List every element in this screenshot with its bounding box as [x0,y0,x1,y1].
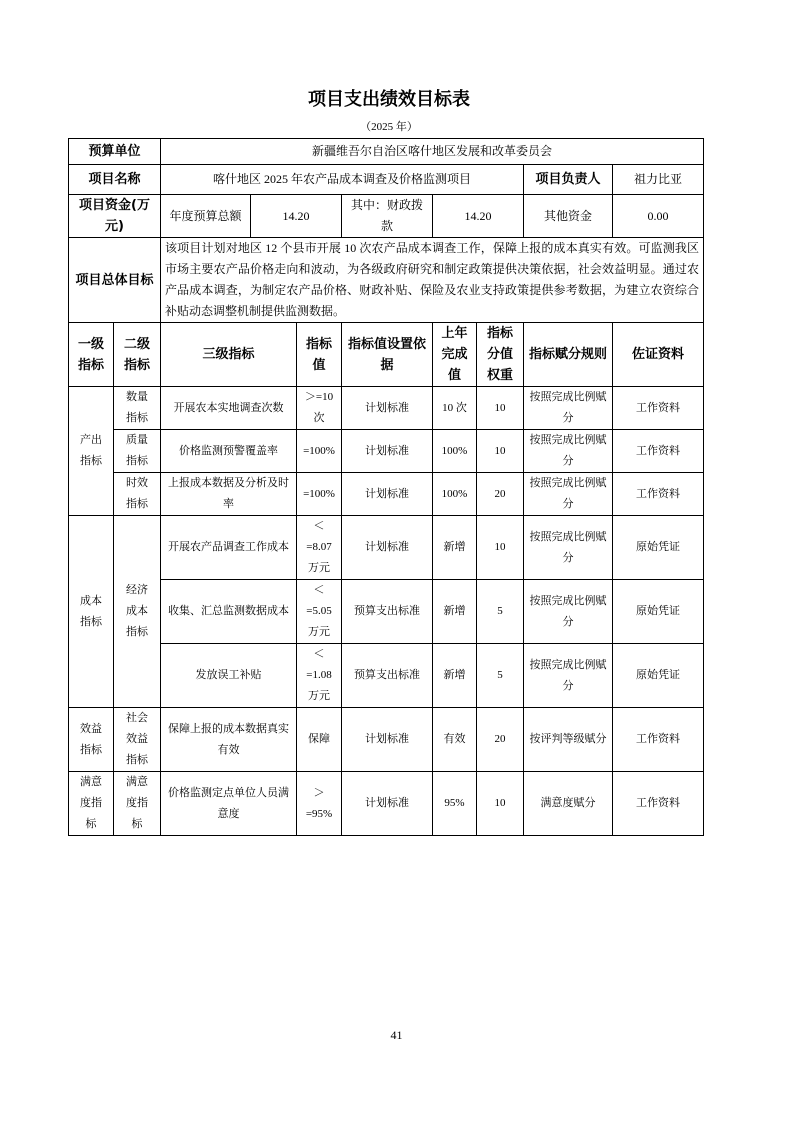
prev-value-cell: 95% [433,772,477,836]
level3-cell: 保障上报的成本数据真实有效 [161,708,297,772]
annual-total-value: 14.20 [251,195,342,238]
basis-cell: 计划标准 [342,430,433,473]
weight-cell: 5 [477,580,524,644]
weight-cell: 5 [477,644,524,708]
page-number: 41 [390,1028,403,1042]
evidence-cell: 原始凭证 [613,516,704,580]
table-row [69,580,704,644]
indicator-value-cell: ＞=10次 [297,387,342,430]
rule-cell: 按照完成比例赋分 [524,387,613,430]
header-level1: 一级指标 [69,323,114,387]
indicator-value-cell: 保障 [297,708,342,772]
level1-cell: 产出指标 [69,387,114,516]
fiscal-funds-value: 14.20 [433,195,524,238]
basis-cell: 计划标准 [342,516,433,580]
evidence-cell: 工作资料 [613,473,704,516]
evidence-cell: 工作资料 [613,430,704,473]
basis-cell: 预算支出标准 [342,580,433,644]
rule-cell: 按照完成比例赋分 [524,430,613,473]
rule-cell: 按照完成比例赋分 [524,473,613,516]
evidence-cell: 原始凭证 [613,644,704,708]
level3-cell: 收集、汇总监测数据成本 [161,580,297,644]
annual-total-label: 年度预算总额 [161,195,251,238]
project-leader-value: 祖力比亚 [613,165,704,195]
level2-cell: 质量指标 [114,430,161,473]
overall-goal-text: 该项目计划对地区 12 个县市开展 10 次农产品成本调查工作，保障上报的成本真实有效。可监测我区市场主要农产品价格走向和波动，为各级政府研究和制定政策提供决策依据，社会效益明显。通过农产品成本调查，为制定农产品价格、财政补贴、保险及农业支持政策提供参考数据，为建立农资综合补贴动态调整机制提供监测数据。 [161,238,704,323]
budget-unit-row [69,139,704,165]
basis-cell: 计划标准 [342,772,433,836]
prev-value-cell: 100% [433,430,477,473]
rule-cell: 按照完成比例赋分 [524,580,613,644]
level3-cell: 上报成本数据及分析及时率 [161,473,297,516]
indicator-value-cell: =100% [297,473,342,516]
weight-cell: 10 [477,516,524,580]
evidence-cell: 工作资料 [613,772,704,836]
other-funds-value: 0.00 [613,195,704,238]
indicator-header-row [69,323,704,387]
level3-cell: 价格监测定点单位人员满意度 [161,772,297,836]
page-title: 项目支出绩效目标表 [308,89,470,110]
indicator-value-cell: =100% [297,430,342,473]
project-name-row [69,165,704,195]
weight-cell: 20 [477,473,524,516]
evidence-cell: 工作资料 [613,708,704,772]
header-level2: 二级指标 [114,323,161,387]
fiscal-funds-label: 其中：财政拨款 [342,195,433,238]
rule-cell: 按评判等级赋分 [524,708,613,772]
table-row [69,516,704,580]
level2-cell: 经济成本指标 [114,516,161,708]
weight-cell: 10 [477,387,524,430]
project-name-value: 喀什地区 2025 年农产品成本调查及价格监测项目 [161,165,524,195]
prev-value-cell: 新增 [433,516,477,580]
evidence-cell: 原始凭证 [613,580,704,644]
level2-cell: 数量指标 [114,387,161,430]
header-prev: 上年完成值 [433,323,477,387]
project-funds-row [69,195,704,238]
rule-cell: 按照完成比例赋分 [524,516,613,580]
level1-cell: 满意度指标 [69,772,114,836]
prev-value-cell: 100% [433,473,477,516]
weight-cell: 10 [477,772,524,836]
rule-cell: 满意度赋分 [524,772,613,836]
project-name-label: 项目名称 [69,165,161,195]
prev-value-cell: 10 次 [433,387,477,430]
rule-cell: 按照完成比例赋分 [524,644,613,708]
indicator-value-cell: ＜=8.07万元 [297,516,342,580]
level1-cell: 成本指标 [69,516,114,708]
level3-cell: 价格监测预警覆盖率 [161,430,297,473]
basis-cell: 计划标准 [342,473,433,516]
overall-goal-row [69,238,704,323]
level3-cell: 发放误工补贴 [161,644,297,708]
project-leader-label: 项目负责人 [524,165,613,195]
level2-cell: 时效指标 [114,473,161,516]
weight-cell: 10 [477,430,524,473]
budget-unit-label: 预算单位 [69,139,161,165]
level2-cell: 满意度指标 [114,772,161,836]
header-level3: 三级指标 [161,323,297,387]
indicator-value-cell: ＜=5.05万元 [297,580,342,644]
table-row [69,772,704,836]
table-row [69,473,704,516]
project-funds-label: 项目资金(万元) [69,195,161,238]
budget-unit-value: 新疆维吾尔自治区喀什地区发展和改革委员会 [161,139,704,165]
level3-cell: 开展农本实地调查次数 [161,387,297,430]
header-weight: 指标分值权重 [477,323,524,387]
prev-value-cell: 新增 [433,644,477,708]
overall-goal-label: 项目总体目标 [69,238,161,323]
level3-cell: 开展农产品调查工作成本 [161,516,297,580]
other-funds-label: 其他资金 [524,195,613,238]
prev-value-cell: 新增 [433,580,477,644]
indicator-value-cell: ＜=1.08万元 [297,644,342,708]
header-evidence: 佐证资料 [613,323,704,387]
table-row [69,644,704,708]
table-row [69,430,704,473]
year-note: （2025 年） [360,121,418,133]
prev-value-cell: 有效 [433,708,477,772]
level2-cell: 社会效益指标 [114,708,161,772]
header-value: 指标值 [297,323,342,387]
level1-cell: 效益指标 [69,708,114,772]
indicator-value-cell: ＞=95% [297,772,342,836]
basis-cell: 计划标准 [342,708,433,772]
basis-cell: 计划标准 [342,387,433,430]
basis-cell: 预算支出标准 [342,644,433,708]
evidence-cell: 工作资料 [613,387,704,430]
header-basis: 指标值设置依据 [342,323,433,387]
weight-cell: 20 [477,708,524,772]
table-row [69,387,704,430]
performance-target-table [68,138,704,836]
table-row [69,708,704,772]
header-rule: 指标赋分规则 [524,323,613,387]
